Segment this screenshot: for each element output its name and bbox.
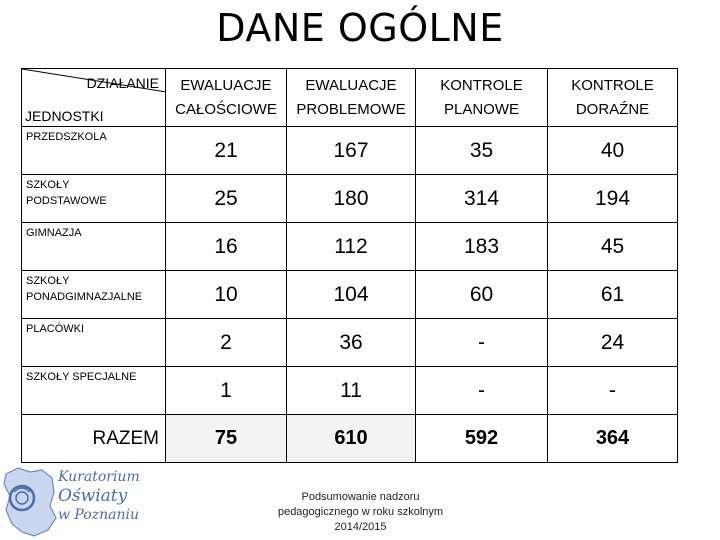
table-cell: 194 [548, 175, 678, 223]
table-cell: - [416, 319, 548, 367]
total-cell: 75 [166, 415, 287, 463]
row-label [22, 271, 166, 319]
table-cell: 24 [548, 319, 678, 367]
column-header [166, 69, 287, 127]
column-header [548, 69, 678, 127]
footer-caption [258, 490, 463, 535]
column-header-line: KONTROLE [571, 76, 654, 94]
column-header [287, 69, 416, 127]
table-row [22, 127, 678, 175]
column-header-line: KONTROLE [440, 76, 523, 94]
column-header-line: DORAŹNE [575, 100, 650, 118]
total-cell: 592 [416, 415, 548, 463]
row-label [22, 175, 166, 223]
table-cell: 167 [287, 127, 416, 175]
column-header-line: EWALUACJE [180, 76, 272, 94]
table-row [22, 223, 678, 271]
table-cell: 40 [548, 127, 678, 175]
row-label-line: SZKOŁY SPECJALNE [26, 371, 137, 383]
table-cell: 112 [287, 223, 416, 271]
table-row [22, 367, 678, 415]
table-cell: - [416, 367, 548, 415]
table-cell: - [548, 367, 678, 415]
table-row [22, 175, 678, 223]
row-label [22, 367, 166, 415]
column-header-line: EWALUACJE [305, 76, 397, 94]
row-label-line: GIMNAZJA [26, 227, 82, 239]
total-cell: 610 [287, 415, 416, 463]
row-label-line: PLACÓWKI [26, 323, 85, 335]
logo-text-line: w Poznaniu [58, 507, 139, 523]
table-cell: 1 [166, 367, 287, 415]
column-header-line: PLANOWE [443, 100, 519, 118]
total-label: RAZEM [22, 415, 166, 463]
corner-label-action: DZIAŁANIE [86, 75, 159, 91]
table-row [22, 319, 678, 367]
logo-text-line: Oświaty [58, 486, 128, 506]
corner-label-units: JEDNOSTKI [25, 108, 104, 124]
table-cell: 45 [548, 223, 678, 271]
row-label-line: SZKOŁY [26, 275, 70, 287]
table-cell: 61 [548, 271, 678, 319]
table-cell: 60 [416, 271, 548, 319]
corner-cell [22, 69, 166, 127]
table-cell: 183 [416, 223, 548, 271]
table-cell: 16 [166, 223, 287, 271]
row-label [22, 319, 166, 367]
row-label-line: PRZEDSZKOLA [26, 131, 107, 143]
row-label [22, 223, 166, 271]
column-header-line: CAŁOŚCIOWE [175, 100, 277, 118]
table-cell: 2 [166, 319, 287, 367]
logo-text-line: Kuratorium [58, 469, 140, 485]
page-title: DANE OGÓLNE [216, 6, 504, 50]
table-cell: 314 [416, 175, 548, 223]
table-cell: 180 [287, 175, 416, 223]
column-header-line: PROBLEMOWE [296, 100, 406, 118]
table-cell: 11 [287, 367, 416, 415]
row-label-line: PODSTAWOWE [26, 195, 107, 207]
table-cell: 104 [287, 271, 416, 319]
table-row [22, 271, 678, 319]
footer-line: 2014/2015 [334, 521, 387, 533]
total-row [22, 415, 678, 463]
column-header [416, 69, 548, 127]
footer-line: pedagogicznego w roku szkolnym [277, 506, 444, 518]
table-cell: 21 [166, 127, 287, 175]
row-label [22, 127, 166, 175]
table-cell: 35 [416, 127, 548, 175]
row-label-line: SZKOŁY [26, 179, 70, 191]
table-cell: 10 [166, 271, 287, 319]
header-row [22, 69, 678, 127]
footer-line: Podsumowanie nadzoru [301, 491, 420, 503]
logo-text [58, 468, 140, 525]
data-table [21, 68, 678, 463]
total-cell: 364 [548, 415, 678, 463]
table-cell: 36 [287, 319, 416, 367]
table-cell: 25 [166, 175, 287, 223]
row-label-line: PONADGIMNAZJALNE [26, 291, 143, 303]
